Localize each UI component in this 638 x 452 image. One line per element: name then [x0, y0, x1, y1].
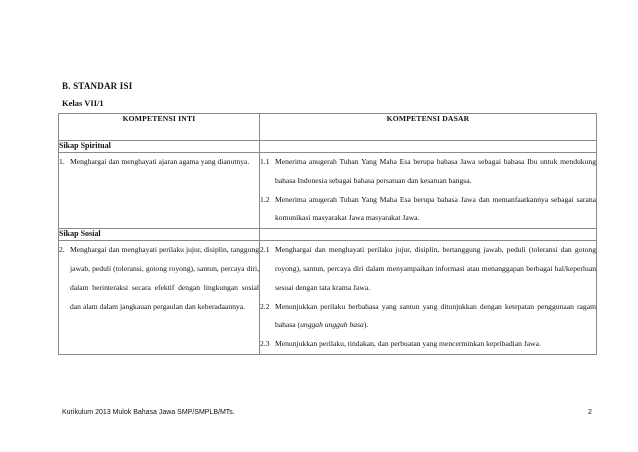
class-label: Kelas VII/1 [62, 98, 104, 108]
footer-text: Kurikulum 2013 Mulok Bahasa Jawa SMP/SMPLB/MTs. [62, 409, 235, 416]
item-text-after: ). [363, 320, 369, 330]
item-text: Menghargai dan menghayati perilaku jujur, disiplin, bertanggung jawab, peduli (toleransi dan gotong royong), santun, percaya diri dalam menyampaikan informasi atau menanggapan berbagai hal/keperluan sesuai dengan tata krama Jawa. [275, 245, 596, 292]
table-row [59, 153, 597, 229]
header-kompetensi-dasar: KOMPETENSI DASAR [260, 114, 597, 141]
item-text-before: Menunjukkan perilaku berbahasa yang santun yang ditunjukkan dengan ketepatan penggunaan ragam bahasa ( [275, 301, 596, 330]
list-item [260, 191, 596, 229]
list-item [260, 241, 596, 297]
group-title-spiritual: Sikap Spiritual [59, 141, 260, 153]
table-row [59, 241, 597, 355]
item-text: Menghargai dan menghayati ajaran agama yang dianutnya. [70, 157, 250, 166]
group-title-spacer [260, 141, 597, 153]
table-header-row [59, 114, 597, 141]
kompetensi-dasar-cell [260, 241, 597, 355]
item-text: Menerima anugerah Tuhan Yang Maha Esa berupa bahasa Jawa sebagai bahasa Ibu untuk mendukung bahasa Indonesia sebagai bahasa persatuan dan kesatuan bangsa. [275, 157, 596, 185]
list-item [59, 241, 259, 316]
item-text: Menunjukkan perilaku, tindakan, dan perbuatan yang mencerminkan kepribadian Jawa. [275, 339, 541, 349]
group-title-sosial: Sikap Sosial [59, 229, 260, 241]
section-title: B. STANDAR ISI [62, 81, 133, 91]
item-number: 2.3 [260, 339, 270, 349]
kompetensi-inti-cell [59, 153, 260, 229]
group-row-sosial [59, 229, 597, 241]
item-text: Menerima anugerah Tuhan Yang Maha Esa berupa bahasa Jawa dan memanfaatkannya sebagai sarana komunikasi masyarakat Jawa masyarakat Jawa. [275, 194, 596, 223]
kompetensi-dasar-cell [260, 153, 597, 229]
group-title-spacer [260, 229, 597, 241]
item-text: Menghargai dan menghayati perilaku jujur, disiplin, tanggung jawab, peduli (toleransi, gotong royong), santun, percaya diri, dalam berinteraksi secara efektif dengan lingkungan sosial dan alam dalam jangkauan pergaulan dan keberadaannya. [70, 245, 259, 311]
page-number: 2 [588, 409, 592, 416]
item-text [275, 298, 596, 336]
item-number: 1. [59, 157, 65, 166]
list-item [260, 335, 596, 354]
kompetensi-inti-cell [59, 241, 260, 355]
list-item [59, 153, 259, 172]
header-kompetensi-inti: KOMPETENSI INTI [59, 114, 260, 141]
item-number: 2.2 [260, 301, 270, 311]
item-number: 1.2 [260, 194, 270, 204]
item-number: 2.1 [260, 245, 270, 255]
list-item [260, 153, 596, 191]
item-number: 2. [59, 245, 65, 255]
group-row-spiritual [59, 141, 597, 153]
list-item [260, 298, 596, 336]
item-number: 1.1 [260, 157, 270, 166]
competency-table [58, 113, 597, 355]
item-text-italic: unggah ungguh basa [300, 320, 364, 330]
